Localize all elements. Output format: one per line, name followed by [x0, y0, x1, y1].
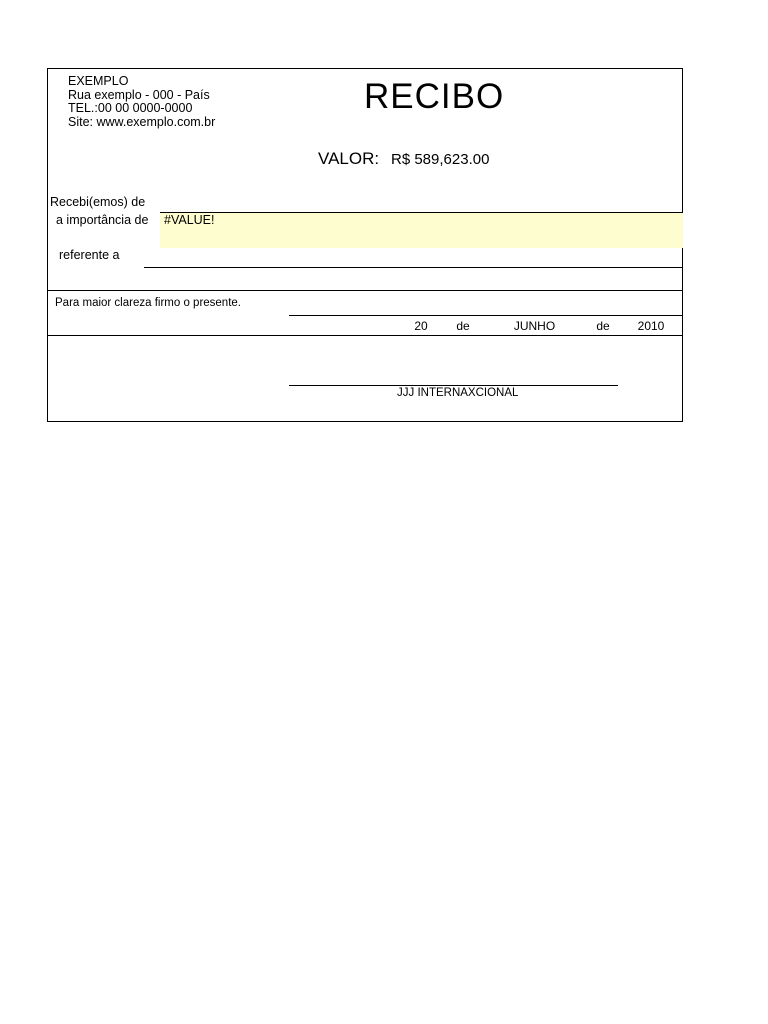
date-month: JUNHO [513, 319, 556, 333]
receipt-title: RECIBO [364, 77, 505, 116]
company-info [68, 75, 215, 129]
section-divider-top [48, 290, 683, 291]
importancia-field[interactable] [160, 213, 683, 248]
clareza-line [289, 315, 683, 316]
company-name: EXEMPLO [68, 74, 129, 88]
clareza-text: Para maior clareza firmo o presente. [55, 297, 241, 309]
recebi-label: Recebi(emos) de [50, 195, 146, 209]
date-day: 20 [414, 319, 428, 333]
importancia-label: a importância de [56, 213, 149, 227]
section-divider-bottom [323, 335, 683, 336]
valor-label: VALOR: [318, 149, 380, 168]
city-line [48, 335, 323, 336]
referente-label: referente a [59, 248, 120, 262]
company-site: Site: www.exemplo.com.br [68, 114, 216, 129]
receipt-box [47, 68, 683, 422]
company-address: Rua exemplo - 000 - País [68, 87, 210, 102]
date-de-1: de [456, 319, 470, 333]
valor-amount: R$ 589,623.00 [391, 151, 490, 168]
date-year: 2010 [637, 319, 665, 333]
date-de-2: de [596, 319, 610, 333]
signature-name: JJJ INTERNAXCIONAL [397, 387, 519, 399]
importancia-value: #VALUE! [164, 213, 215, 227]
signature-line [289, 385, 618, 386]
referente-line [144, 267, 683, 268]
company-phone: TEL.:00 00 0000-0000 [68, 101, 193, 115]
